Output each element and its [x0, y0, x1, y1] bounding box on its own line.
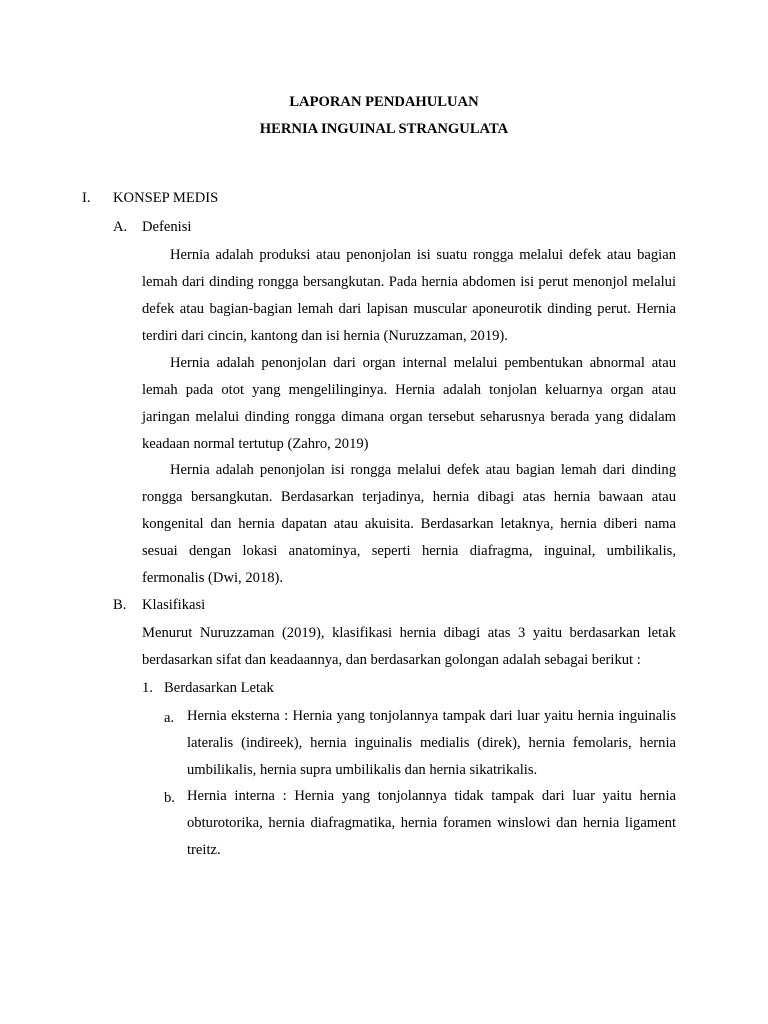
section-b-heading: Klasifikasi	[142, 597, 206, 613]
list-item-a-text: Hernia eksterna : Hernia yang tonjolannya tampak dari luar yaitu hernia inguinalis lateralis (indireek), hernia inguinalis medialis (direk), hernia femolaris, hernia umbilikalis, hernia supra umbilikalis dan hernia sikatrikalis.	[187, 708, 676, 778]
section-i-number: I.	[82, 190, 91, 206]
title-line-2: HERNIA INGUINAL STRANGULATA	[259, 121, 509, 137]
title-line-1: LAPORAN PENDAHULUAN	[289, 94, 479, 110]
section-a-heading: Defenisi	[142, 219, 192, 235]
section-b-number: B.	[113, 597, 127, 613]
list-item-b-marker: b.	[164, 790, 175, 806]
list-item-a-marker: a.	[164, 710, 175, 726]
section-i-heading: KONSEP MEDIS	[113, 190, 219, 206]
defenisi-paragraph-1: Hernia adalah produksi atau penonjolan isi suatu rongga melalui defek atau bagian lemah dari dinding rongga bersangkutan. Pada hernia abdomen isi perut menonjol melalui defek atau bagian-bagian lemah dari lapisan muscular aponeurotik dinding perut. Hernia terdiri dari cincin, kantong dan isi hernia (Nuruzzaman, 2019).	[142, 247, 676, 344]
defenisi-paragraph-2: Hernia adalah penonjolan dari organ internal melalui pembentukan abnormal atau lemah pada otot yang mengelilinginya. Hernia adalah tonjolan keluarnya organ atau jaringan melalui dinding rongga dimana organ tersebut seharusnya berada yang didalam keadaan normal tertutup (Zahro, 2019)	[142, 355, 676, 452]
list-item-b-text: Hernia interna : Hernia yang tonjolannya tidak tampak dari luar yaitu hernia obturotorika, hernia diafragmatika, hernia foramen winslowi dan hernia ligament treitz.	[187, 788, 676, 858]
defenisi-paragraph-3: Hernia adalah penonjolan isi rongga melalui defek atau bagian lemah dari dinding rongga bersangkutan. Berdasarkan terjadinya, hernia dibagi atas hernia bawaan atau kongenital dan hernia dapatan atau akuisita. Berdasarkan letaknya, hernia diberi nama sesuai dengan lokasi anatominya, seperti hernia diafragma, inguinal, umbilikalis, fermonalis (Dwi, 2018).	[142, 462, 676, 586]
sub-1-number: 1.	[142, 680, 153, 696]
sub-1-heading: Berdasarkan Letak	[164, 680, 274, 696]
section-a-number: A.	[113, 219, 128, 235]
klasifikasi-intro-paragraph: Menurut Nuruzzaman (2019), klasifikasi hernia dibagi atas 3 yaitu berdasarkan letak berdasarkan sifat dan keadaannya, dan berdasarkan golongan adalah sebagai berikut :	[142, 625, 676, 668]
